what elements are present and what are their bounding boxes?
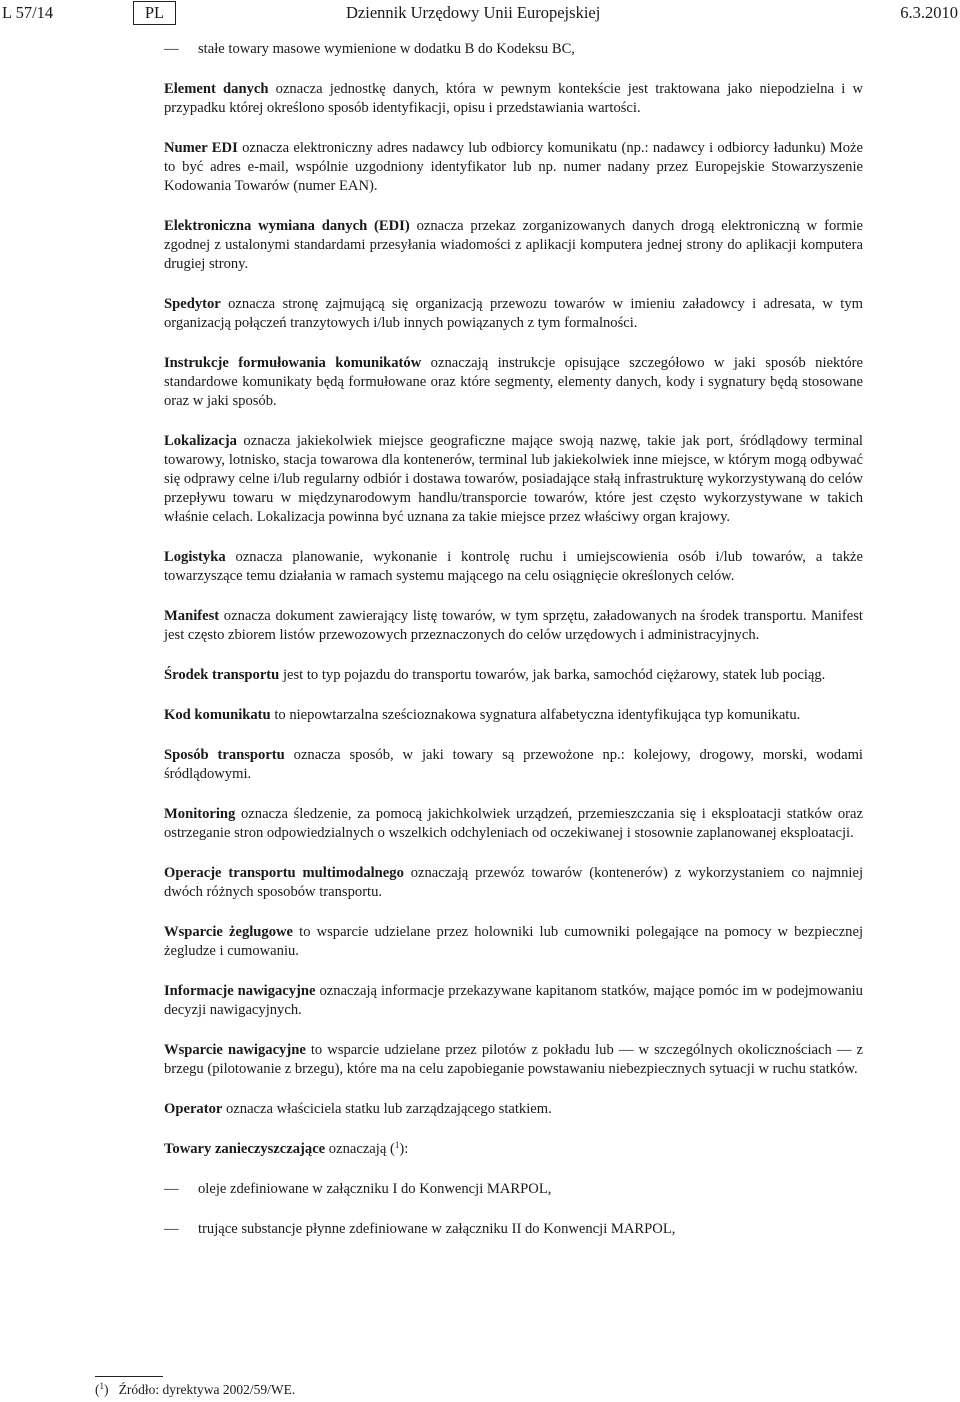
- dash-symbol: —: [164, 1181, 179, 1197]
- page-header: [0, 0, 960, 30]
- definition-term: Manifest: [164, 608, 220, 624]
- definition-term: Kod komunikatu: [164, 707, 271, 723]
- dash-item-text: stałe towary masowe wymienione w dodatku B do Kodeksu BC,: [198, 41, 575, 57]
- definition-term: Wsparcie nawigacyjne: [164, 1042, 306, 1058]
- journal-title: Dziennik Urzędowy Unii Europejskiej: [346, 3, 601, 22]
- definition-logistyka: [164, 548, 863, 586]
- definition-text: oznacza sposób, w jaki towary są przewożone np.: kolejowy, drogowy, morski, wodami śródlądowymi.: [164, 747, 863, 782]
- dash-symbol: —: [164, 41, 179, 57]
- definition-text: jest to typ pojazdu do transportu towarów, jak barka, samochód ciężarowy, statek lub pociąg.: [279, 667, 826, 683]
- definition-term: Sposób transportu: [164, 747, 285, 763]
- definition-text: oznacza elektroniczny adres nadawcy lub odbiorcy komunikatu (np.: nadawcy i odbiorcy ładunku) Może to być adres e-mail, wspólnie uzgodniony identyfikator lub np. numer nadany przez Europejskie Stowarzyszenie Kodowania Towarów (numer EAN).: [164, 140, 864, 194]
- footnote-divider: [95, 1376, 163, 1377]
- definition-text: oznacza właściciela statku lub zarządzającego statkiem.: [222, 1101, 552, 1117]
- footnote-text: Źródło: dyrektywa 2002/59/WE.: [118, 1382, 296, 1397]
- definition-text: oznacza planowanie, wykonanie i kontrolę ruchu i umiejscowienia osób i/lub towarów, a także towarzyszące temu działania w ramach systemu mającego na celu osiągnięcie określonych celów.: [164, 549, 863, 584]
- dash-symbol: —: [164, 1221, 179, 1237]
- dash-item-text: oleje zdefiniowane w załączniku I do Konwencji MARPOL,: [198, 1181, 552, 1197]
- definition-element-danych: [164, 80, 863, 118]
- definition-text: oznacza stronę zajmującą się organizacją przewozu towarów w imieniu załadowcy i adresata, w tym organizacją połączeń tranzytowych i/lub innych powiązanych z tym formalności.: [164, 296, 863, 331]
- definition-text: oznaczają przewóz towarów (kontenerów) z wykorzystaniem co najmniej dwóch różnych sposobów transportu.: [164, 865, 863, 900]
- definition-towary-zanieczyszczajace: [164, 1140, 863, 1159]
- definition-sposob-transportu: [164, 746, 863, 784]
- definition-text: oznacza dokument zawierający listę towarów, w tym sprzętu, załadowanych na środek transportu. Manifest jest często zbiorem listów przewozowych przeznaczonych do celów urzędowych i administracyjnych.: [164, 608, 863, 643]
- definition-term: Monitoring: [164, 806, 236, 822]
- dash-item: [164, 1180, 863, 1199]
- definition-instrukcje: [164, 354, 863, 411]
- definition-term: Środek transportu: [164, 667, 280, 683]
- definition-text: oznaczają (: [325, 1141, 395, 1157]
- definition-text: to wsparcie udzielane przez pilotów z pokładu lub — w szczególnych okolicznościach — z brzegu (pilotowanie z brzegu), które ma na celu zapobieganie powstawaniu niebezpiecznych sytuacji w ruchu statków.: [164, 1042, 863, 1077]
- definition-term: Lokalizacja: [164, 433, 237, 449]
- definition-kod-komunikatu: [164, 706, 863, 725]
- definition-edi: [164, 217, 863, 274]
- definition-numer-edi: [164, 139, 863, 196]
- definition-text: oznacza śledzenie, za pomocą jakichkolwiek urządzeń, przemieszczania się i eksploatacji statków oraz ostrzeganie stron odpowiedzialnych o wszelkich odchyleniach od oczekiwanej i stosownie zaplanowanej eksploatacji.: [164, 806, 863, 841]
- publication-date: 6.3.2010: [900, 3, 958, 22]
- definition-operator: [164, 1100, 863, 1119]
- definition-monitoring: [164, 805, 863, 843]
- definition-text: oznacza jakiekolwiek miejsce geograficzne mające swoją nazwę, takie jak port, śródlądowy terminal towarowy, lotnisko, stacja towarowa dla kontenerów, terminal lub jakiekolwiek inne miejsce, w którym mogą odbywać się odprawy celne i/lub regularny odbiór i dostawa towarów, posiadające stałą infrastrukturę wykorzystywaną do celów przepływu towaru w międzynarodowym handlu/transporcie towarów, które jest często wykorzystywane w takich właśnie celach. Lokalizacja powinna być uznana za takie miejsce przez właściwy organ krajowy.: [164, 433, 863, 525]
- definition-term: Wsparcie żeglugowe: [164, 924, 294, 940]
- footnote-marker: 1: [99, 1381, 104, 1391]
- definition-term: Element danych: [164, 81, 269, 97]
- dash-item-text: trujące substancje płynne zdefiniowane w załączniku II do Konwencji MARPOL,: [198, 1221, 676, 1237]
- footnote: ($^1$) Źródło: dyrektywa 2002/59/WE.: [95, 1381, 296, 1397]
- definition-srodek-transportu: [164, 666, 863, 685]
- definition-text: oznaczają instrukcje opisujące szczegółowo w jaki sposób niektóre standardowe komunikaty będą formułowane oraz które segmenty, elementy danych, kody i sygnatury będą stosowane oraz w jaki sposób.: [164, 355, 864, 409]
- dash-item: [164, 40, 863, 59]
- definition-term: Spedytor: [164, 296, 221, 312]
- definition-lokalizacja: [164, 432, 863, 527]
- definition-term: Operacje transportu multimodalnego: [164, 865, 404, 881]
- definition-informacje-nawigacyjne: [164, 982, 863, 1020]
- definition-wsparcie-nawigacyjne: [164, 1041, 863, 1079]
- definition-term: Numer EDI: [164, 140, 238, 156]
- definition-text: oznacza przekaz zorganizowanych danych drogą elektroniczną w formie zgodnej z ustalonymi standardami przesyłania wiadomości z aplikacji komputera jednej strony do aplikacji komputera drugiej strony.: [164, 218, 863, 272]
- definition-text: oznaczają informacje przekazywane kapitanom statków, mające pomóc im w podejmowaniu decyzji nawigacyjnych.: [164, 983, 863, 1018]
- footnote-reference[interactable]: 1: [394, 1140, 400, 1150]
- document-body: [164, 40, 863, 1239]
- definition-operacje-multimodalne: [164, 864, 863, 902]
- definition-wsparcie-zeglugowe: [164, 923, 863, 961]
- definition-text: oznacza jednostkę danych, która w pewnym kontekście jest traktowana jako niepodzielna i w przypadku której określono sposób identyfikacji, opisu i przedstawiania wartości.: [164, 81, 864, 116]
- language-badge: PL: [133, 1, 176, 25]
- definition-term: Instrukcje formułowania komunikatów: [164, 355, 422, 371]
- definition-term: Logistyka: [164, 549, 226, 565]
- definition-manifest: [164, 607, 863, 645]
- definition-spedytor: [164, 295, 863, 333]
- definition-term: Towary zanieczyszczające: [164, 1141, 326, 1157]
- definition-term: Elektroniczna wymiana danych (EDI): [164, 218, 410, 234]
- definition-term: Operator: [164, 1101, 223, 1117]
- definition-text: to niepowtarzalna sześcioznakowa sygnatura alfabetyczna identyfikująca typ komunikatu.: [270, 707, 801, 723]
- page-number: L 57/14: [2, 3, 54, 22]
- definition-term: Informacje nawigacyjne: [164, 983, 316, 999]
- dash-item: [164, 1220, 863, 1239]
- definition-text-end: ):: [399, 1141, 409, 1157]
- definition-text: to wsparcie udzielane przez holowniki lub cumowniki polegające na pomocy w bezpiecznej żegludze i cumowaniu.: [164, 924, 864, 959]
